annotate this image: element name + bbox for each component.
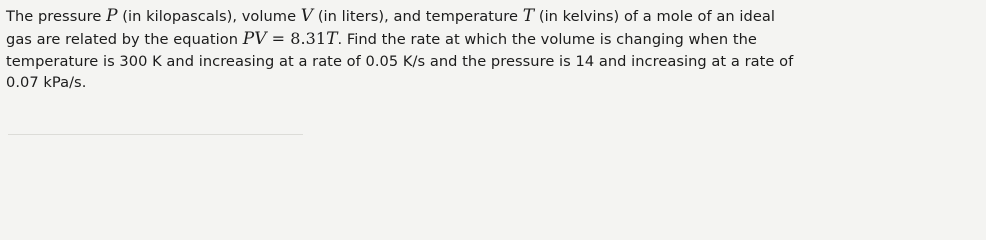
math-equation-rhs-var: T [326, 28, 338, 49]
problem-line-2 [6, 28, 981, 51]
text-segment: 0.07 kPa/s. [6, 74, 87, 92]
text-segment: . Find the rate at which the volume is changing when the [337, 30, 757, 48]
text-segment: (in kelvins) of a mole of an ideal [534, 8, 775, 25]
text-segment: gas are related by the equation [6, 30, 243, 48]
problem-line-4 [6, 72, 981, 94]
problem-line-1 [6, 6, 981, 28]
math-equation-lhs: PV [242, 28, 267, 49]
text-segment: (in liters), and temperature [313, 8, 523, 25]
text-segment: The pressure [6, 8, 107, 25]
math-volume-var: V [300, 6, 314, 26]
text-segment: (in kilopascals), volume [117, 8, 301, 25]
math-temperature-var: T [522, 6, 535, 26]
text-segment: temperature is 300 K and increasing at a rate of 0.05 K/s and the pressure is 14 and increasing at a rate of [6, 52, 794, 70]
math-pressure-var: P [106, 6, 118, 26]
problem-text [6, 6, 981, 94]
math-equation-constant: = 8.31 [266, 28, 327, 48]
divider-line [8, 134, 303, 135]
problem-line-3 [6, 51, 981, 73]
